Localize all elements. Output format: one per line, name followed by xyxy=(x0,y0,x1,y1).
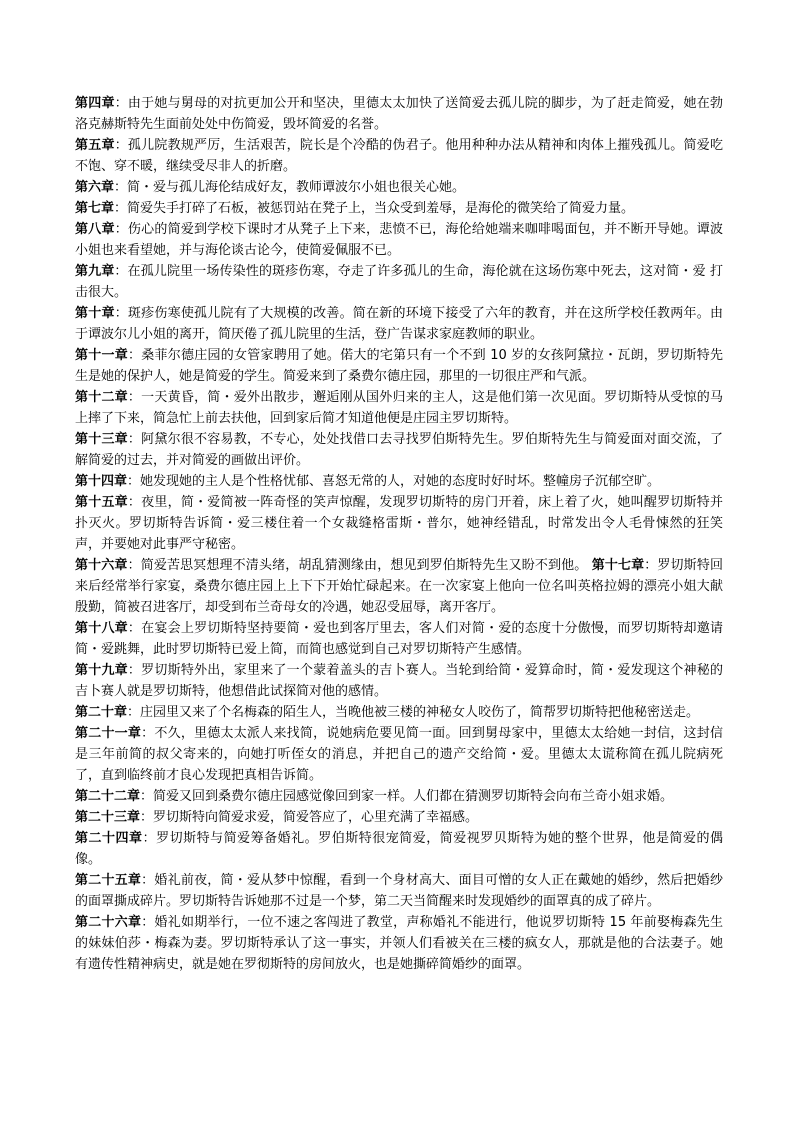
chapter-summary xyxy=(75,429,723,471)
chapter-heading: 第十四章 xyxy=(75,474,128,489)
chapter-summary xyxy=(75,555,723,618)
chapter-text: ：罗切斯特与简爱筹备婚礼。罗伯斯特很宠简爱，简爱视罗贝斯特为她的整个世界，他是简爱的偶像。 xyxy=(75,831,723,867)
chapter-summary xyxy=(75,387,723,429)
chapter-summary xyxy=(75,807,723,828)
chapter-summary xyxy=(75,177,723,198)
chapter-heading: 第十章 xyxy=(75,306,115,321)
chapter-summary xyxy=(75,471,723,492)
chapter-summary xyxy=(75,303,723,345)
chapter-text: ：简・爱与孤儿海伦结成好友，教师谭波尔小姐也很关心她。 xyxy=(114,180,466,195)
chapter-text: ：在孤儿院里一场传染性的斑疹伤寒，夺走了许多孤儿的生命，海伦就在这场伤寒中死去，这对简・爱 打击很大。 xyxy=(75,264,723,300)
chapter-heading: 第十一章 xyxy=(75,348,129,363)
chapter-text: ：她发现她的主人是个性格忧郁、喜怒无常的人，对她的态度时好时坏。整幢房子沉郁空旷。 xyxy=(127,474,661,489)
chapter-text: ：罗切斯特外出，家里来了一个蒙着盖头的吉卜赛人。当轮到给简・爱算命时，简・爱发现这个神秘的吉卜赛人就是罗切斯特，他想借此试探简对他的感情。 xyxy=(75,663,723,699)
chapter-heading: 第二十二章 xyxy=(75,789,141,804)
chapter-text: ：简爱苦思冥想理不清头绪，胡乱猜测缘由，想见到罗伯斯特先生又盼不到他。 xyxy=(127,558,588,573)
chapter-heading: 第十七章 xyxy=(591,558,645,573)
chapter-heading: 第二十三章 xyxy=(75,810,141,825)
chapter-summary xyxy=(75,702,723,723)
chapter-summary xyxy=(75,912,723,975)
chapter-text: ：罗切斯特向简爱求爱，简爱答应了，心里充满了幸福感。 xyxy=(140,810,479,825)
chapter-text: ：由于她与舅母的对抗更加公开和坚决，里德太太加快了送简爱去孤儿院的脚步，为了赶走简爱，她在勃洛克赫斯特先生面前处处中伤简爱，毁坏简爱的名誉。 xyxy=(75,96,723,132)
chapter-text: ：一天黄昏，简・爱外出散步，邂逅刚从国外归来的主人，这是他们第一次见面。罗切斯特从受惊的马上摔了下来，简急忙上前去扶他，回到家后简才知道他便是庄园主罗切斯特。 xyxy=(75,390,723,426)
chapter-summary xyxy=(75,492,723,555)
chapter-summary xyxy=(75,870,723,912)
chapter-heading: 第十五章 xyxy=(75,495,128,510)
chapter-heading: 第二十一章 xyxy=(75,726,142,741)
chapter-heading: 第十六章 xyxy=(75,558,128,573)
chapter-text: ：斑疹伤寒使孤儿院有了大规模的改善。简在新的环境下接受了六年的教育，并在这所学校任教两年。由于谭波尔儿小姐的离开，简厌倦了孤儿院里的生活，登广告谋求家庭教师的职业。 xyxy=(75,306,723,342)
document-body xyxy=(75,93,723,975)
chapter-text: ：庄园里又来了个名梅森的陌生人，当晚他被三楼的神秘女人咬伤了，简帮罗切斯特把他秘密送走。 xyxy=(127,705,700,720)
chapter-summary xyxy=(75,660,723,702)
chapter-heading: 第十九章 xyxy=(75,663,128,678)
chapter-heading: 第六章 xyxy=(75,180,115,195)
chapter-heading: 第二十六章 xyxy=(75,915,142,930)
chapter-heading: 第二十四章 xyxy=(75,831,143,846)
chapter-heading: 第二十章 xyxy=(75,705,128,720)
chapter-heading: 第十八章 xyxy=(75,621,128,636)
chapter-heading: 第八章 xyxy=(75,222,115,237)
chapter-text: ：桑菲尔德庄园的女管家聘用了她。偌大的宅第只有一个不到 10 岁的女孩阿黛拉・瓦朗，罗切斯特先生是她的保护人，她是简爱的学生。简爱来到了桑费尔德庄园，那里的一切很庄严和气派。 xyxy=(75,348,723,384)
chapter-text: ：夜里，简・爱简被一阵奇怪的笑声惊醒，发现罗切斯特的房门开着，床上着了火，她叫醒罗切斯特并扑灭火。罗切斯特告诉简・爱三楼住着一个女裁缝格雷斯・普尔，她神经错乱，时常发出令人毛骨悚然的狂笑声，并要她对此事严守秘密。 xyxy=(75,495,723,552)
chapter-text: ：罗切斯特回来后经常举行家宴，桑费尔德庄园上上下下开始忙碌起来。在一次家宴上他向一位名叫英格拉姆的漂亮小姐大献殷勤，简被召进客厅，却受到布兰奇母女的冷遇，她忍受屈辱，离开客厅。 xyxy=(75,558,723,615)
chapter-heading: 第四章 xyxy=(75,96,115,111)
chapter-heading: 第五章 xyxy=(75,138,115,153)
chapter-summary xyxy=(75,93,723,135)
chapter-text: ：简爱又回到桑费尔德庄园感觉像回到家一样。人们都在猜测罗切斯特会向布兰奇小姐求婚。 xyxy=(140,789,674,804)
chapter-heading: 第十二章 xyxy=(75,390,128,405)
chapter-summary xyxy=(75,618,723,660)
chapter-summary xyxy=(75,198,723,219)
chapter-text: ：不久，里德太太派人来找简，说她病危要见简一面。回到舅母家中，里德太太给她一封信，这封信是三年前简的叔父寄来的，向她打听侄女的消息，并把自己的遗产交给简・爱。里德太太谎称简在孤儿院病死了，直到临终前才良心发现把真相告诉简。 xyxy=(75,726,723,783)
chapter-heading: 第九章 xyxy=(75,264,115,279)
chapter-heading: 第十三章 xyxy=(75,432,128,447)
chapter-summary xyxy=(75,786,723,807)
chapter-text: ：婚礼如期举行，一位不速之客闯进了教堂，声称婚礼不能进行，他说罗切斯特 15 年前娶梅森先生的妹妹伯莎・梅森为妻。罗切斯特承认了这一事实，并领人们看被关在三楼的疯女人，那就是他的合法妻子。她有遗传性精神病史，就是她在罗彻斯特的房间放火，也是她撕碎简婚纱的面罩。 xyxy=(75,915,723,972)
chapter-summary xyxy=(75,219,723,261)
chapter-summary xyxy=(75,261,723,303)
chapter-text: ：孤儿院教规严厉，生活艰苦，院长是个冷酷的伪君子。他用种种办法从精神和肉体上摧残孤儿。简爱吃不饱、穿不暖，继续受尽非人的折磨。 xyxy=(75,138,723,174)
chapter-text: ：阿黛尔很不容易教，不专心，处处找借口去寻找罗伯斯特先生。罗伯斯特先生与简爱面对面交流，了解简爱的过去，并对简爱的画做出评价。 xyxy=(75,432,723,468)
chapter-heading: 第七章 xyxy=(75,201,115,216)
chapter-summary xyxy=(75,828,723,870)
chapter-text: ：伤心的简爱到学校下课时才从凳子上下来，悲愤不已，海伦给她端来咖啡喝面包，并不断开导她。谭波小姐也来看望她，并与海伦谈古论今，使简爱佩服不已。 xyxy=(75,222,723,258)
chapter-text: ：在宴会上罗切斯特坚持要简・爱也到客厅里去，客人们对简・爱的态度十分傲慢，而罗切斯特却邀请简・爱跳舞，此时罗切斯特已爱上简，而简也感觉到自己对罗切斯特产生感情。 xyxy=(75,621,723,657)
chapter-summary xyxy=(75,135,723,177)
chapter-summary xyxy=(75,345,723,387)
chapter-heading: 第二十五章 xyxy=(75,873,142,888)
chapter-summary xyxy=(75,723,723,786)
chapter-text: ：简爱失手打碎了石板，被惩罚站在凳子上，当众受到羞辱，是海伦的微笑给了简爱力量。 xyxy=(114,201,635,216)
chapter-text: ：婚礼前夜，简・爱从梦中惊醒，看到一个身材高大、面目可憎的女人正在戴她的婚纱，然后把婚纱的面罩撕成碎片。罗切斯特告诉她那不过是一个梦，第二天当简醒来时发现婚纱的面罩真的成了碎片。 xyxy=(75,873,723,909)
